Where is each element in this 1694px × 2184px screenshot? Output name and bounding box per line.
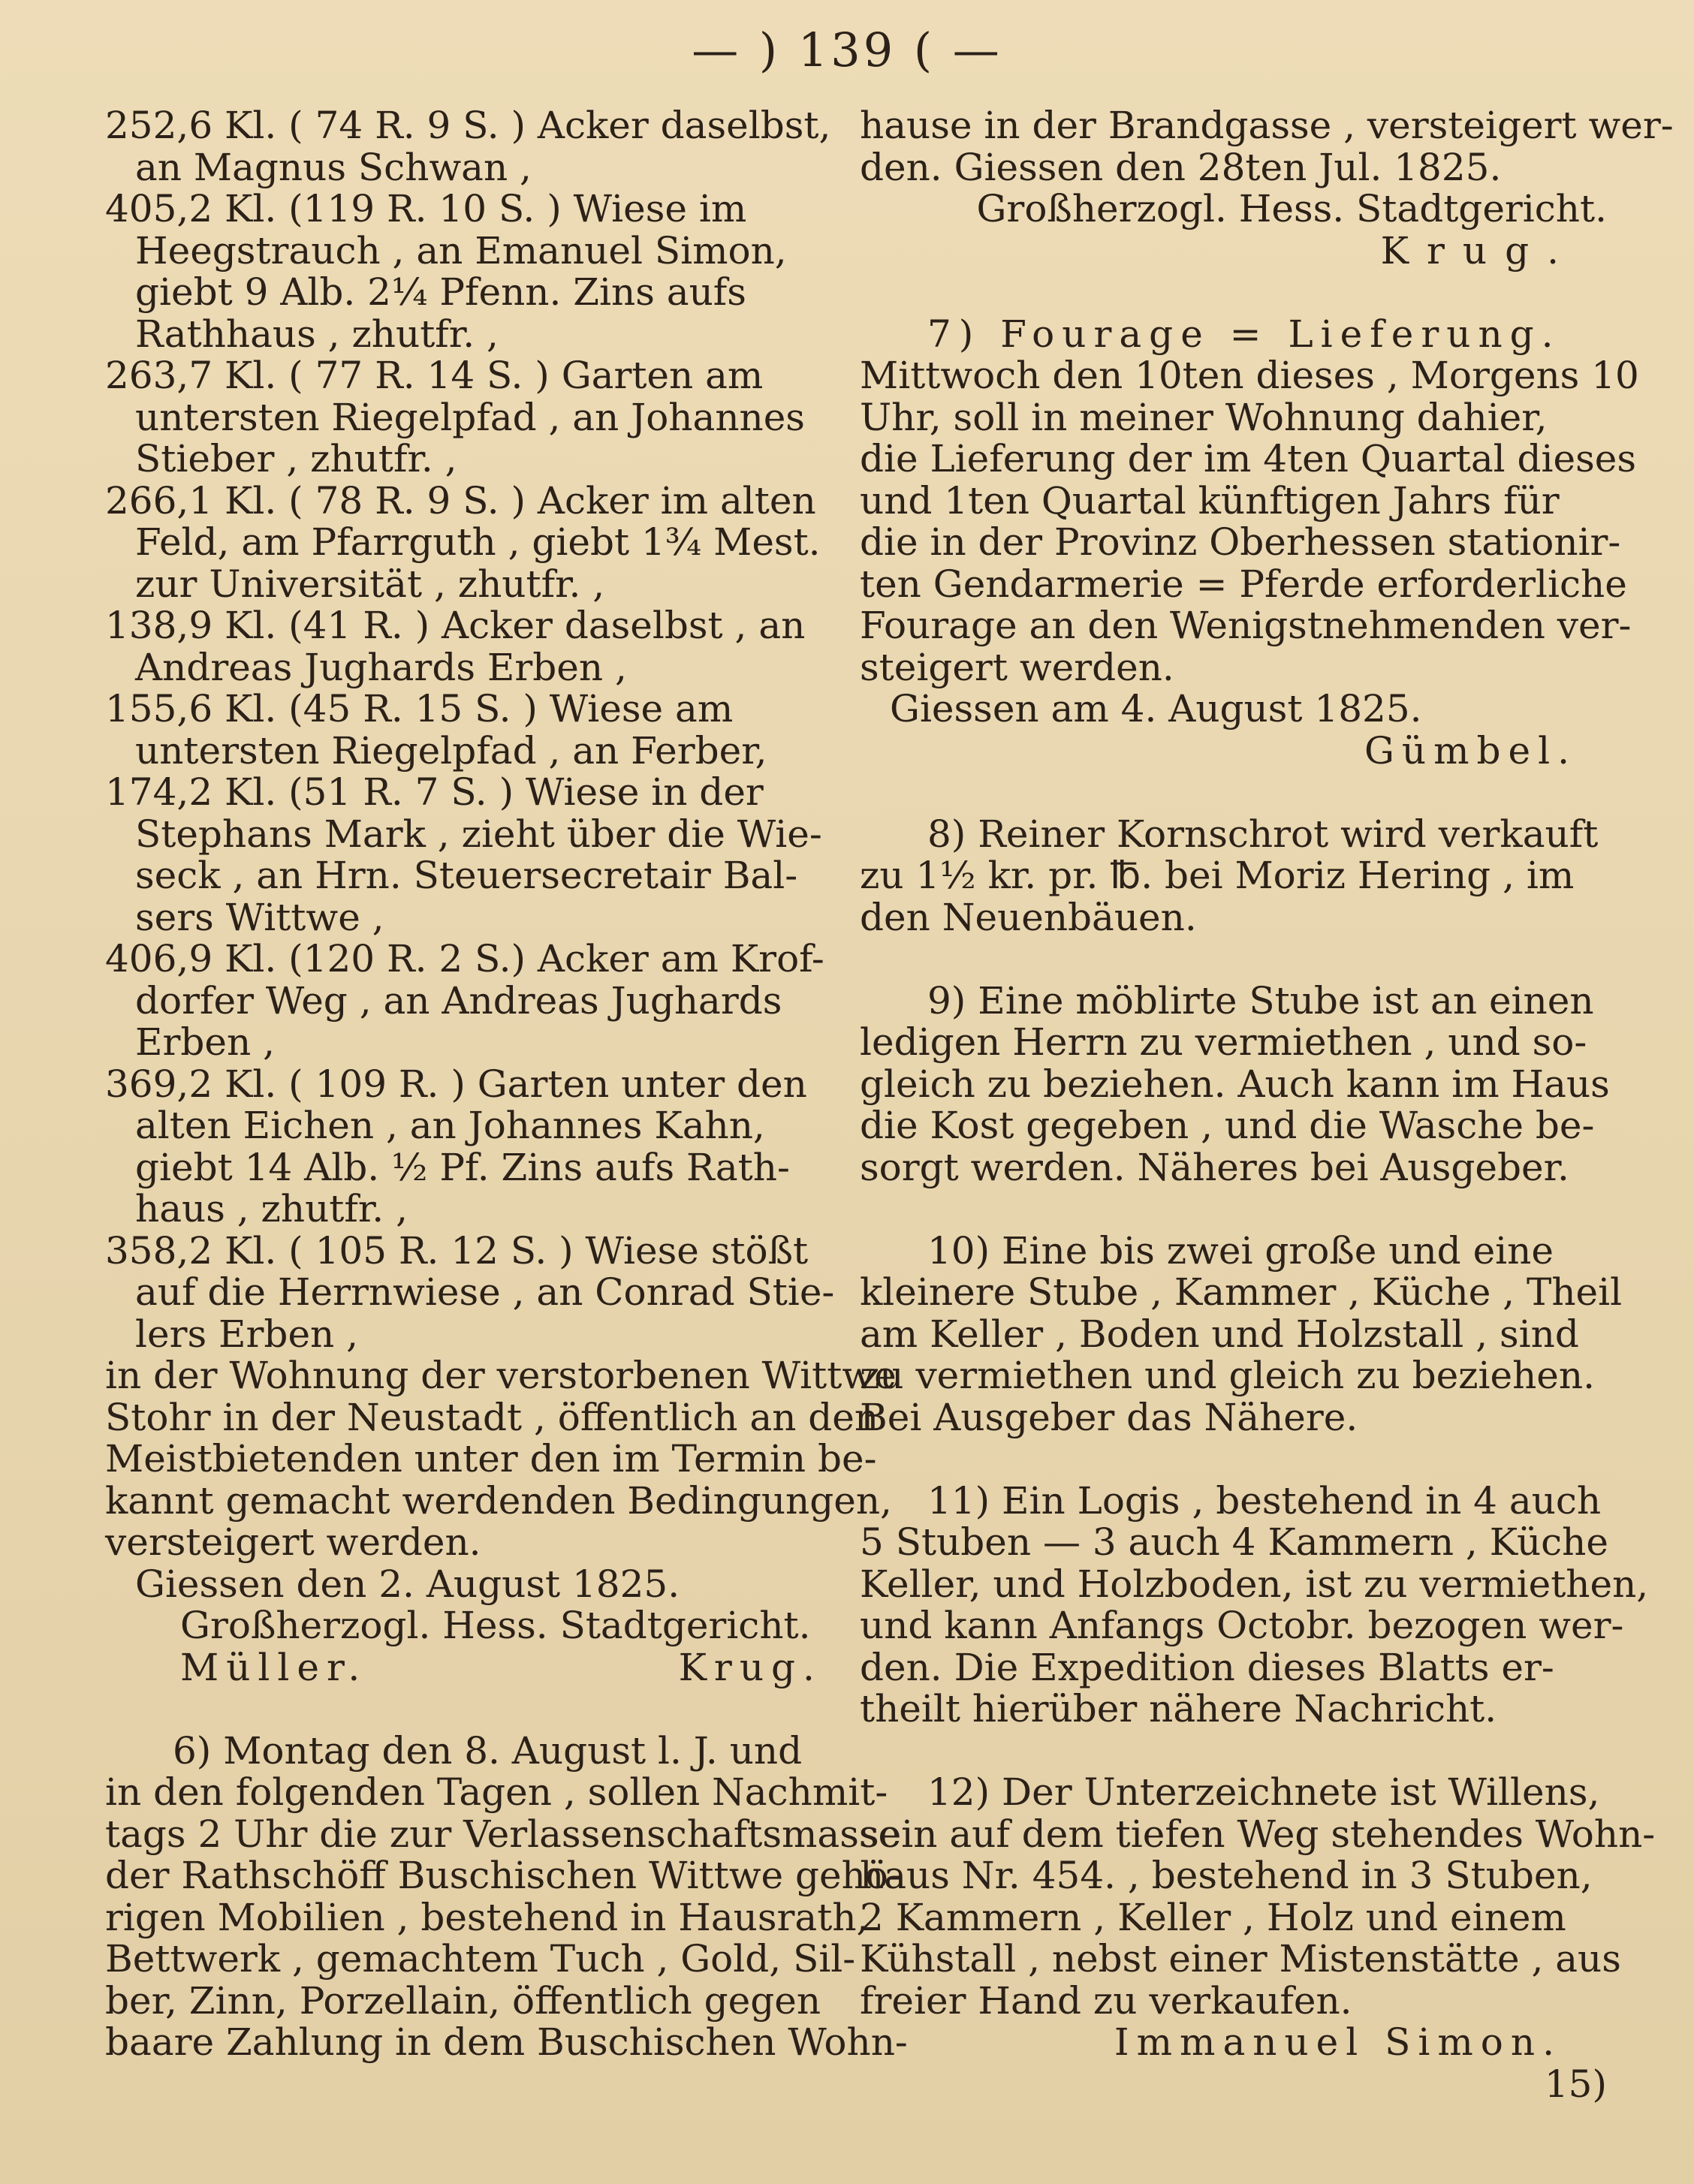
text-line: ledigen Herrn zu vermiethen , und so- [860,1020,1587,1064]
text-line: Bei Ausgeber das Nähere. [860,1395,1358,1439]
text-line: Fourage an den Wenigstnehmenden ver- [860,604,1632,647]
text-line: 5 Stuben — 3 auch 4 Kammern , Küche [860,1520,1608,1564]
text-line: baare Zahlung in dem Buschischen Wohn- [105,2020,908,2064]
signature-line: Gümbel. [1364,728,1577,773]
text-line: 406,9 Kl. (120 R. 2 S.) Acker am Krof- [105,937,824,981]
text-line: Stephans Mark , zieht über die Wie- [135,812,822,856]
text-line: Rathhaus , zhutfr. , [135,312,499,356]
text-line: steigert werden. [860,645,1174,689]
text-line: Feld, am Pfarrguth , giebt 1¾ Mest. [135,520,821,564]
text-line: Bettwerk , gemachtem Tuch , Gold, Sil- [105,1937,856,1981]
text-line: sorgt werden. Näheres bei Ausgeber. [860,1145,1569,1189]
text-line: untersten Riegelpfad , an Johannes [135,395,805,439]
text-line: Großherzogl. Hess. Stadtgericht. [180,1604,811,1647]
text-line [860,1188,1607,1231]
text-line [860,938,1607,981]
text-line: Giessen den 2. August 1825. [135,1562,680,1606]
text-line: lers Erben , [135,1312,359,1356]
text-line: zu 1½ kr. pr. ℔. bei Moriz Hering , im [860,854,1575,897]
signature-line: Müller. Krug. [180,1645,822,1689]
text-line: Meistbietenden unter den im Termin be- [105,1437,877,1481]
text-line: Keller, und Holzboden, ist zu vermiethen, [860,1562,1649,1606]
text-line: Heegstrauch , an Emanuel Simon, [135,228,787,273]
text-line: 252,6 Kl. ( 74 R. 9 S. ) Acker daselbst, [105,104,831,147]
text-line: auf die Herrnwiese , an Conrad Stie- [135,1270,835,1314]
page-number-header: — ) 139 ( — [692,23,1002,77]
signature-line: Krug. [1380,228,1577,273]
text-line: hause in der Brandgasse , versteigert wer- [860,104,1674,147]
text-line: den. Die Expedition dieses Blatts er- [860,1645,1554,1689]
text-line: Andreas Jughards Erben , [135,645,627,689]
section-heading: 7) Fourage = Lieferung. [927,312,1561,356]
text-line: 2 Kammern , Keller , Holz und einem [860,1895,1566,1939]
text-line: Uhr, soll in meiner Wohnung dahier, [860,395,1548,439]
text-line: theilt hierüber nähere Nachricht. [860,1687,1497,1731]
text-line: 263,7 Kl. ( 77 R. 14 S. ) Garten am [105,354,764,397]
text-line: an Magnus Schwan , [135,145,532,189]
text-line: giebt 9 Alb. 2¼ Pfenn. Zins aufs [135,270,746,314]
text-line: die Kost gegeben , und die Wasche be- [860,1104,1595,1147]
text-line: Großherzogl. Hess. Stadtgericht. [976,187,1607,230]
text-line: 369,2 Kl. ( 109 R. ) Garten unter den [105,1062,807,1106]
text-line: zur Universität , zhutfr. , [135,562,605,606]
text-line: kleinere Stube , Kammer , Küche , Theil [860,1270,1623,1314]
text-line: Stieber , zhutfr. , [135,437,457,480]
text-line: ber, Zinn, Porzellain, öffentlich gegen [105,1978,821,2023]
text-line: sers Wittwe , [135,895,384,939]
text-line: zu vermiethen und gleich zu beziehen. [860,1354,1595,1397]
text-line [860,272,1607,314]
text-line: kannt gemacht werdenden Bedingungen, [105,1478,892,1523]
text-line: haus Nr. 454. , bestehend in 3 Stuben, [860,1854,1593,1897]
text-line: die Lieferung der im 4ten Quartal dieses [860,437,1637,480]
text-line: dorfer Weg , an Andreas Jughards [135,978,782,1023]
text-line: seck , an Hrn. Steuersecretair Bal- [135,854,798,897]
text-line: die in der Provinz Oberhessen stationir- [860,520,1621,564]
text-line: 10) Eine bis zwei große und eine [927,1228,1554,1273]
text-line: 174,2 Kl. (51 R. 7 S. ) Wiese in der [105,770,764,814]
text-line: 405,2 Kl. (119 R. 10 S. ) Wiese im [105,187,747,230]
text-line [860,1731,1607,1773]
catchword: 15) [1544,2062,1607,2106]
text-line: gleich zu beziehen. Auch kann im Haus [860,1062,1610,1106]
text-line: alten Eichen , an Johannes Kahn, [135,1104,765,1147]
text-line: Mittwoch den 10ten dieses , Morgens 10 [860,354,1639,397]
text-line: am Keller , Boden und Holzstall , sind [860,1312,1579,1356]
text-line [860,772,1607,814]
text-line: den Neuenbäuen. [860,895,1197,939]
text-line: sein auf dem tiefen Weg stehendes Wohn- [860,1812,1656,1856]
text-line: 9) Eine möblirte Stube ist an einen [927,978,1594,1023]
text-line: 358,2 Kl. ( 105 R. 12 S. ) Wiese stößt [105,1228,809,1273]
text-line: freier Hand zu verkaufen. [860,1978,1352,2023]
text-line: und kann Anfangs Octobr. bezogen wer- [860,1604,1624,1647]
text-line: Erben , [135,1020,275,1064]
text-line: haus , zhutfr. , [135,1187,408,1231]
text-line: rigen Mobilien , bestehend in Hausrath, [105,1895,869,1939]
text-line [860,1438,1607,1481]
text-line: 155,6 Kl. (45 R. 15 S. ) Wiese am [105,687,734,731]
text-line: untersten Riegelpfad , an Ferber, [135,728,767,773]
text-line: Giessen am 4. August 1825. [890,687,1422,731]
left-column [105,104,908,2064]
text-line: Stohr in der Neustadt , öffentlich an den [105,1395,879,1439]
text-line: 12) Der Unterzeichnete ist Willens, [927,1770,1600,1814]
text-line: tags 2 Uhr die zur Verlassenschaftsmasse [105,1812,901,1856]
text-line: 6) Montag den 8. August l. J. und [173,1728,803,1773]
text-line: 8) Reiner Kornschrot wird verkauft [927,812,1599,856]
text-line: Kühstall , nebst einer Mistenstätte , aus [860,1937,1621,1981]
text-line: in den folgenden Tagen , sollen Nachmit- [105,1770,888,1814]
text-line [105,1688,841,1731]
text-line: ten Gendarmerie = Pferde erforderliche [860,562,1627,606]
signature-line: Immanuel Simon. [1114,2020,1562,2064]
text-line: der Rathschöff Buschischen Wittwe gehö- [105,1854,901,1897]
text-line: in der Wohnung der verstorbenen Wittwe [105,1354,897,1397]
text-line: versteigert werden. [105,1520,481,1564]
text-line: 11) Ein Logis , bestehend in 4 auch [927,1478,1602,1523]
text-line: giebt 14 Alb. ½ Pf. Zins aufs Rath- [135,1145,790,1189]
text-line: den. Giessen den 28ten Jul. 1825. [860,145,1502,189]
text-line: und 1ten Quartal künftigen Jahrs für [860,478,1560,523]
text-line: 138,9 Kl. (41 R. ) Acker daselbst , an [105,604,806,647]
right-column [860,104,1674,2106]
text-line: 266,1 Kl. ( 78 R. 9 S. ) Acker im alten [105,478,816,523]
